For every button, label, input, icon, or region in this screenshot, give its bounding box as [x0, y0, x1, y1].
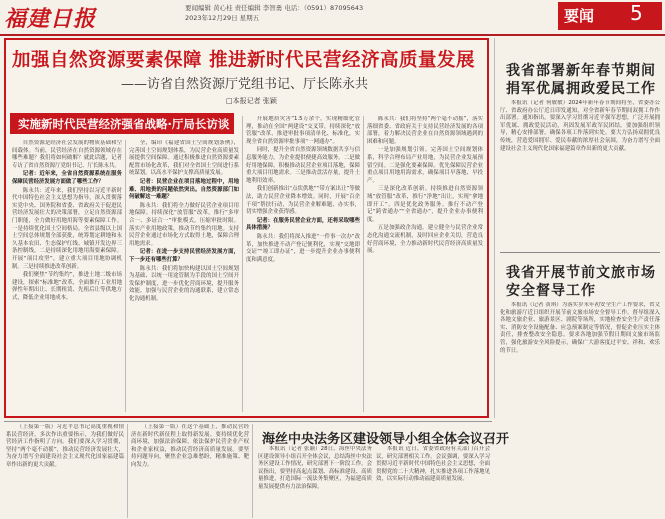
bottom-article-body-2: [376, 446, 490, 518]
paragraph: 我们创新推出“点状供地”“带方案出让”等做法，助力民营企业降本增效。同时，开展“百企千项”帮扶行动，为民营企业解难题、办实事，切实增强企业获得感。: [246, 186, 360, 216]
article-separator: [500, 252, 660, 253]
paragraph: 全，编印《福建省国土空间规划条例》，完善国土空间规划体系，为民营企业高质量发展提供空间保障。通过积极推进自然资源要素配置市场化改革，我们对全省国土空间进行系统谋划，以高水平保护支撑高质量发展。: [129, 140, 239, 177]
feature-column-2: [129, 140, 239, 412]
article1-title-line1: 我省部署新年春节期间: [506, 63, 656, 79]
feature-byline: □本报记者 张颖: [226, 97, 277, 105]
banner-text: 实施新时代民营经济强省战略·厅局长访谈: [18, 117, 230, 131]
article2-title-line2: 安全督导工作: [506, 283, 596, 299]
column-divider: [252, 424, 253, 518]
paragraph: 一是加强规划引领。完善国土空间规划体系，科学合理布局产业用地，为民营企业发展预留空间。二是强化要素保障。优先保障民营企业重点项目用地用海需求，确保项目早落地、早投产。: [367, 147, 483, 184]
bottom-article-title: 海丝中央法务区建设领导小组全体会议召开: [262, 432, 510, 447]
column-banner: [10, 113, 234, 134]
feature-subhead: ——访省自然资源厅党组书记、厅长陈永共: [121, 77, 369, 92]
paragraph: 三是深化改革创新。持续推进自然资源领域“放管服”改革，推行“净地”出让，实现“拿地即开工”。四是优化政务服务。推行不动产登记“跨省通办”“全省通办”，提升企业办事便利度。: [367, 186, 483, 223]
bottom-article-body-1: [258, 446, 372, 518]
paragraph: 本报讯（记者 何敏敏）2024年新年春节期间将至，省委办公厅、省政府办公厅近日印发通知，对全省新年春节期间双拥工作作出部署。通知指出，要深入学习贯彻习近平强军思想，广泛开展拥军优属、拥政爱民活动，巩固发展军政军民团结。要加强组织领导，精心安排部署，确保各项工作落到实处。要大力弘扬双拥优良传统，营造爱国拥军、爱民奉献的浓厚社会氛围，为奋力谱写全面建设社会主义现代化国家福建篇章作出新的更大贡献。: [500, 100, 660, 152]
section-label: 要闻: [564, 7, 595, 25]
paragraph: 本报讯（记者 张颖）28日，海丝中央法务区建设领导小组召开全体会议，总结海丝中央法务区建设工作情况，研究部署下一阶段工作。会议指出，要坚持高起点谋划、高标准建设、高质量推进，打造国际一流法务集聚区，为福建高质量发展提供有力法治保障。: [258, 446, 372, 490]
paragraph: 自然资源是经济社会发展的物质基础和空间载体。当前，民营经济在自然资源领域存在哪些难题？我们将如何破解？就此话题，记者专访了省自然资源厅党组书记、厅长陈永共。: [12, 140, 122, 169]
newspaper-logo: 福建日报: [4, 6, 97, 32]
paragraph: 我们聚焦“节约集约”，推进土地二级市场建设，探索“标准地”改革，全面推行工业用地弹性年期出让、长期租赁、先租后让等供地方式，降低企业用地成本。: [12, 272, 122, 301]
column-divider: [242, 116, 243, 412]
paragraph: 本报讯（记者 黄琪）为落实岁末年初安全生产工作要求，省文化和旅游厅近日组织开展节前文旅市场安全督导工作。督导组深入各地文旅企业、旅游景区、剧院等场所，实地检查安全生产责任落实、消防安全设施配备、应急预案制定等情况，督促企业压实主体责任，排查整改安全隐患。要求各地加强节假日期间文旅市场监管，强化旅游安全风险提示，确保广大游客度过平安、祥和、欢乐的节日。: [500, 302, 660, 354]
header-meta: [185, 3, 363, 23]
feature-headline: 加强自然资源要素保障 推进新时代民营经济高质量发展: [12, 50, 475, 71]
article2-title-line1: 我省开展节前文旅市场: [506, 265, 656, 281]
paragraph: 开展地质灾害“1.5万余个，实现精细化管理，推动在全国“两建设”交叉带，持续深化“放管服”改革，推进审批事项清单化、标准化，实现全省自然资源审批事项“一网通办”。: [246, 116, 360, 145]
feature-column-1: [12, 140, 122, 412]
question: 记者：在服务民营企业方面，还将采取哪些具体措施？: [246, 217, 360, 232]
page-number: 5: [630, 1, 643, 25]
feature-column-3: [246, 116, 360, 412]
paragraph: 本报讯 近日，省委省政府有关部门召开会议，研究部署相关工作。会议强调，要深入学习贯彻习近平新时代中国特色社会主义思想，全面贯彻党的二十大精神，扎实推进各项工作落地见效，以实际行动推动福建高质量发展。: [376, 446, 490, 483]
paragraph: 陈永共：我们将深入推进“一件事一次办”改革，加快推进不动产登记便利化，实现“交地即交证”“竣工即办证”，进一步提升企业办事便利度和满意度。: [246, 233, 360, 263]
paragraph: 陈永共：我们将坚持“两个毫不动摇”，落实落细省委、省政府关于支持民营经济发展的各项部署，着力解决民营企业在自然资源领域遇到的困难和问题。: [367, 116, 483, 145]
paragraph: 同时，提升全省自然资源领域数据共享与信息服务能力，为企业提供便捷高效服务。二是做好用地保障。积极推动民营企业项目落地，保障重大项目用地需求。三是推动盘活存量，提升土地利用效率。: [246, 147, 360, 184]
editor-line: 要闻编辑 黄心桂 责任编辑 李智勇 电话：（0591）87095643: [185, 4, 364, 12]
article1-title-line2: 捐军优属拥政爱民工作: [506, 81, 656, 97]
paragraph: 陈永共：我们将全力做好民营企业项目用地保障。持续深化“放管服”改革，推行“多审合一、多证合一”审批模式，压缩审批时限。落实产业用地政策，推动节约集约用地。支持民营企业通过市场化方式取得土地，保障合理用地需求。: [129, 202, 239, 247]
date-line: 2023年12月29日 星期五: [185, 14, 260, 22]
feature-column-4: [367, 116, 483, 412]
column-divider: [125, 140, 126, 412]
paragraph: （上接第一版）习近平总书记高度重视和情系民营经济，多次作出重要指示，为我们做好民营经济工作指明了方向。我们要深入学习贯彻，坚持“两个毫不动摇”，推动民营经济发展壮大，为奋力谱写全面建设社会主义现代化国家福建篇章作出新的更大贡献。: [6, 424, 124, 468]
question: 记者：近年来，全省自然资源系统在服务保障民营经济发展方面做了哪些工作？: [12, 171, 122, 185]
question: 记者：民营企业在项目落地过程中，用地难、用地贵的问题依然突出。自然资源部门如何破解这一难题？: [129, 178, 239, 201]
paragraph: （上接第一版）在这个基础上，推动民营经济在新时代新征程上取得新发展。要持续优化营商环境，加强法治保障，依法保护民营企业产权和企业家权益，推动民营经济高质量发展。要坚持问题导向，聚焦企业急难愁盼，精准施策、靶向发力。: [131, 424, 249, 468]
bottom-continued-left: [6, 424, 124, 518]
paragraph: 陈永共：我们将加快构建以国土空间规划为基础、以统一用途管制为手段的国土空间开发保护制度，进一步优化营商环境，提升服务效能。加强与民营企业的沟通联系，建立常态化沟通机制。: [129, 265, 239, 302]
article2-body: [500, 302, 660, 518]
bottom-rule: [4, 421, 492, 422]
question: 记者：在进一步支持民营经济发展方面，下一步还有哪些打算？: [129, 249, 239, 263]
column-divider: [363, 116, 364, 412]
feature-article: [4, 38, 489, 418]
column-divider: [127, 424, 128, 518]
bottom-continued-mid: [131, 424, 249, 518]
masthead: [0, 0, 665, 36]
right-column-divider: [494, 38, 495, 418]
article1-body: [500, 100, 660, 250]
paragraph: 五是加强政企沟通。建立健全与民营企业常态化沟通交流机制，及时回应企业关切，营造良好营商环境，全力推动新时代民营经济高质量发展。: [367, 225, 483, 255]
paragraph: 陈永共：近年来，我们坚持以习近平新时代中国特色社会主义思想为指导，深入贯彻落实党中央、国务院和省委、省政府关于促进民营经济发展壮大的决策部署，立足自然资源部门职能，全力做好用地用海等要素保障工作。一是持续优化国土空间格局。全省县级以上国土空间总体规划全部获批，统筹划定耕地和永久基本农田、生态保护红线、城镇开发边界三条控制线。二是持续深化用地用海要素保障。开展“项目攻坚”，建立重大项目用地协调机制。三是持续推进改革创新。: [12, 187, 122, 270]
